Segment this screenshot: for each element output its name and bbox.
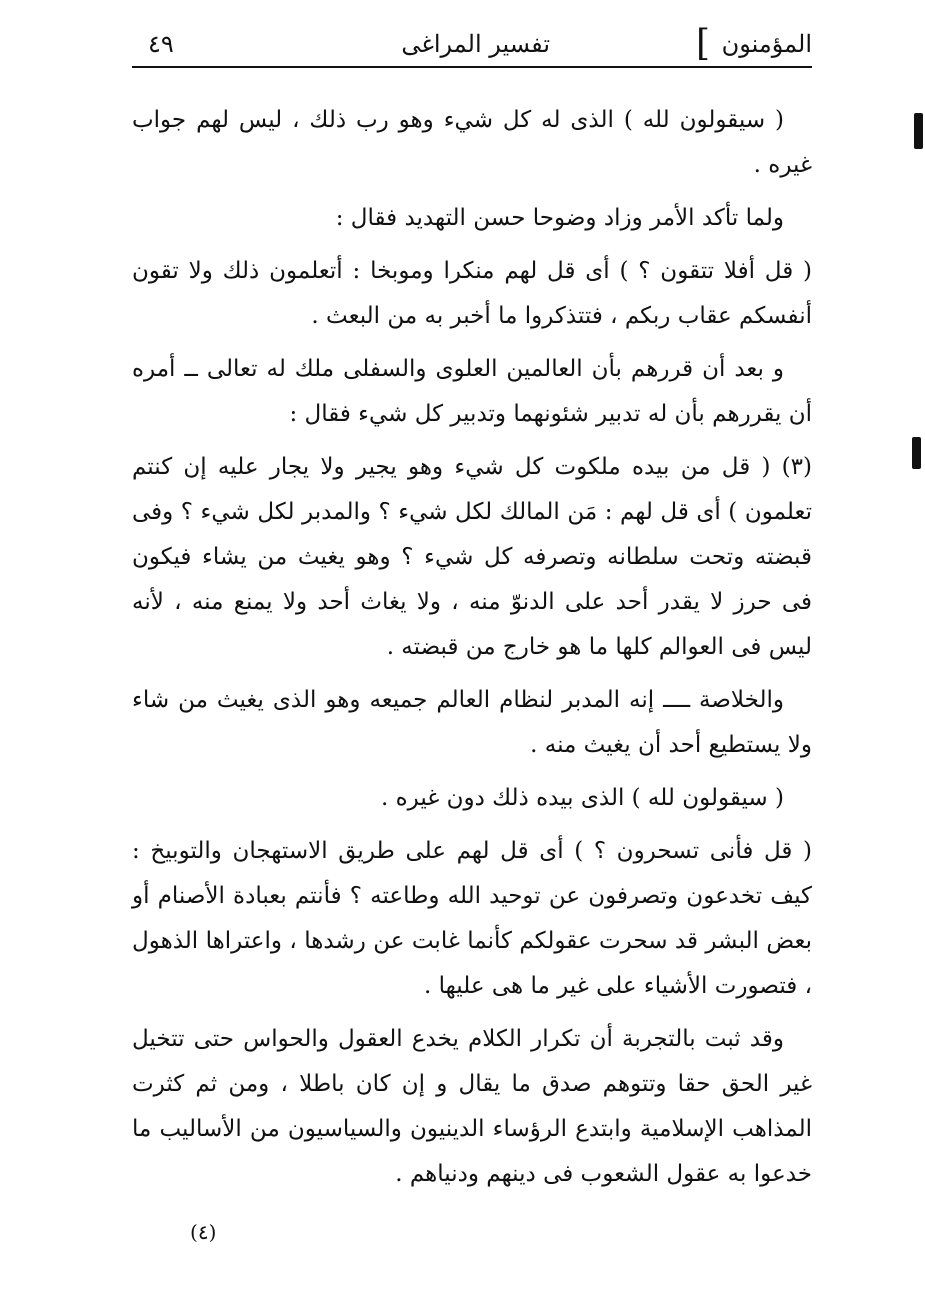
header-rule bbox=[132, 66, 812, 68]
paragraph-4: و بعد أن قررهم بأن العالمين العلوى والسفلى ملك له تعالى ــ أمره أن يقررهم بأن له تدبير شئونهما وتدبير كل شيء فقال : bbox=[132, 356, 812, 427]
scan-edge-mark bbox=[912, 437, 921, 469]
paragraph-9: وقد ثبت بالتجربة أن تكرار الكلام يخدع العقول والحواس حتى تتخيل غير الحق حقا وتتوهم صدق ما يقال و إن كان باطلا ، ومن ثم كثرت المذاهب الإسلامية وابتدع الرؤساء الدينيون والسياسيون من الأساليب ما خدعوا به عقول الشعوب فى دينهم ودنياهم . bbox=[132, 1026, 812, 1187]
paragraph-6: والخلاصة ــــ إنه المدبر لنظام العالم جميعه وهو الذى يغيث من شاء ولا يستطيع أحد أن يغيث منه . bbox=[132, 687, 812, 758]
surah-name: المؤمنون bbox=[721, 30, 812, 58]
paragraph-7: ( سيقولون لله ) الذى بيده ذلك دون غيره . bbox=[380, 785, 784, 811]
header-bracket: ] bbox=[695, 23, 710, 64]
book-title: تفسير المراغى bbox=[401, 30, 550, 58]
paragraph-2: ولما تأكد الأمر وزاد وضوحا حسن التهديد فقال : bbox=[335, 205, 784, 231]
body-text bbox=[132, 98, 812, 1197]
scan-edge-mark bbox=[914, 113, 923, 149]
paragraph-5: (٣) ( قل من بيده ملكوت كل شيء وهو يجير ولا يجار عليه إن كنتم تعلمون ) أى قل لهم : مَن المالك لكل شيء ؟ والمدبر لكل شيء ؟ وفى قبضته وتحت سلطانه وتصرفه كل شيء ؟ وهو يغيث من يشاء فيكون فى حرز لا يقدر أحد على الدنوّ منه ، ولا يغاث أحد ولا يمنع منه ، لأنه ليس فى العوالم كلها ما هو خارج من قبضته . bbox=[132, 454, 812, 660]
running-header bbox=[132, 22, 812, 66]
paragraph-3: ( قل أفلا تتقون ؟ ) أى قل لهم منكرا وموبخا : أتعلمون ذلك ولا تقون أنفسكم عقاب ربكم ، فتتذكروا ما أخبر به من البعث . bbox=[132, 258, 812, 329]
paragraph-1: ( سيقولون لله ) الذى له كل شيء وهو رب ذلك ، ليس لهم جواب غيره . bbox=[132, 107, 812, 178]
printer-signature: (٤) bbox=[190, 1220, 217, 1244]
page-number: ٤٩ bbox=[148, 30, 174, 58]
paragraph-8: ( قل فأنى تسحرون ؟ ) أى قل لهم على طريق الاستهجان والتوبيخ : كيف تخدعون وتصرفون عن توحيد الله وطاعته ؟ فأنتم بعبادة الأصنام أو بعض البشر قد سحرت عقولكم كأنما غابت عن رشدها ، واعتراها الذهول ، فتصورت الأشياء على غير ما هى عليها . bbox=[132, 838, 812, 999]
